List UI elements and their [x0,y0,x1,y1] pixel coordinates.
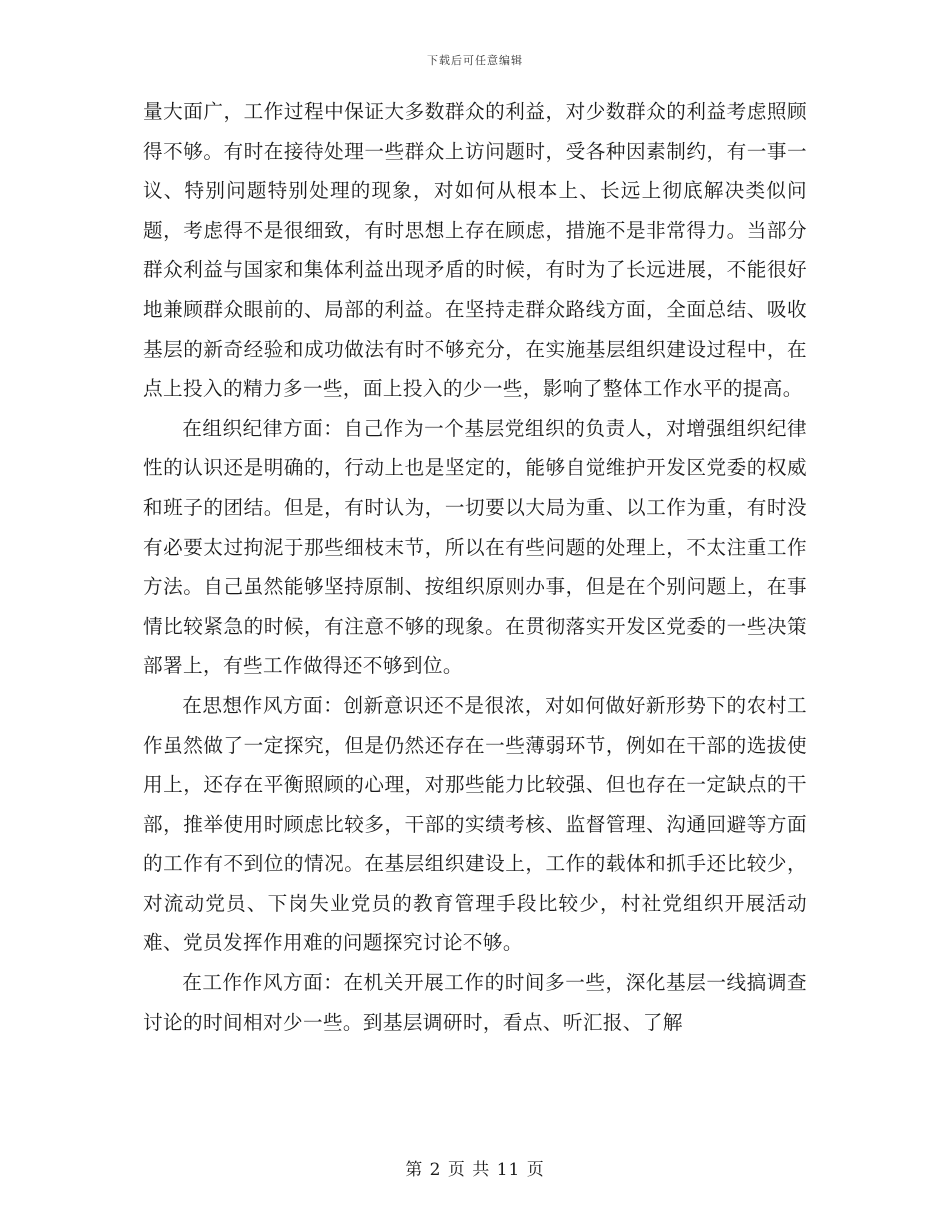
paragraph-ideological-style: 在思想作风方面：创新意识还不是很浓，对如何做好新形势下的农村工作虽然做了一定探究，但是仍然还存在一些薄弱环节，例如在干部的选拔使用上，还存在平衡照顾的心理，对那些能力比较强、但也存在一定缺点的干部，推举使用时顾虑比较多，干部的实绩考核、监督管理、沟通回避等方面的工作有不到位的情况。在基层组织建设上，工作的载体和抓手还比较少，对流动党员、下岗失业党员的教育管理手段比较少，村社党组织开展活动难、党员发挥作用难的问题探究讨论不够。 [143,693,807,955]
page-header: 下载后可任意编辑 [427,54,523,67]
document-body [143,92,807,1042]
paragraph-continuation: 量大面广，工作过程中保证大多数群众的利益，对少数群众的利益考虑照顾得不够。有时在接待处理一些群众上访问题时，受各种因素制约，有一事一议、特别问题特别处理的现象，对如何从根本上、长远上彻底解决类似问题，考虑得不是很细致，有时思想上存在顾虑，措施不是非常得力。当部分群众利益与国家和集体利益出现矛盾的时候，有时为了长远进展，不能很好地兼顾群众眼前的、局部的利益。在坚持走群众路线方面，全面总结、吸收基层的新奇经验和成功做法有时不够充分，在实施基层组织建设过程中，在点上投入的精力多一些，面上投入的少一些，影响了整体工作水平的提高。 [143,100,807,401]
paragraph-organizational-discipline: 在组织纪律方面：自己作为一个基层党组织的负责人，对增强组织纪律性的认识还是明确的，行动上也是坚定的，能够自觉维护开发区党委的权威和班子的团结。但是，有时认为，一切要以大局为重、以工作为重，有时没有必要太过拘泥于那些细枝末节，所以在有些问题的处理上，不太注重工作方法。自己虽然能够坚持原制、按组织原则办事，但是在个别问题上，在事情比较紧急的时候，有注意不够的现象。在贯彻落实开发区党委的一些决策部署上，有些工作做得还不够到位。 [143,416,807,678]
page-number: 第 2 页 共 11 页 [405,1160,545,1180]
paragraph-work-style: 在工作作风方面：在机关开展工作的时间多一些，深化基层一线搞调查讨论的时间相对少一些。到基层调研时，看点、听汇报、了解 [143,971,807,1034]
